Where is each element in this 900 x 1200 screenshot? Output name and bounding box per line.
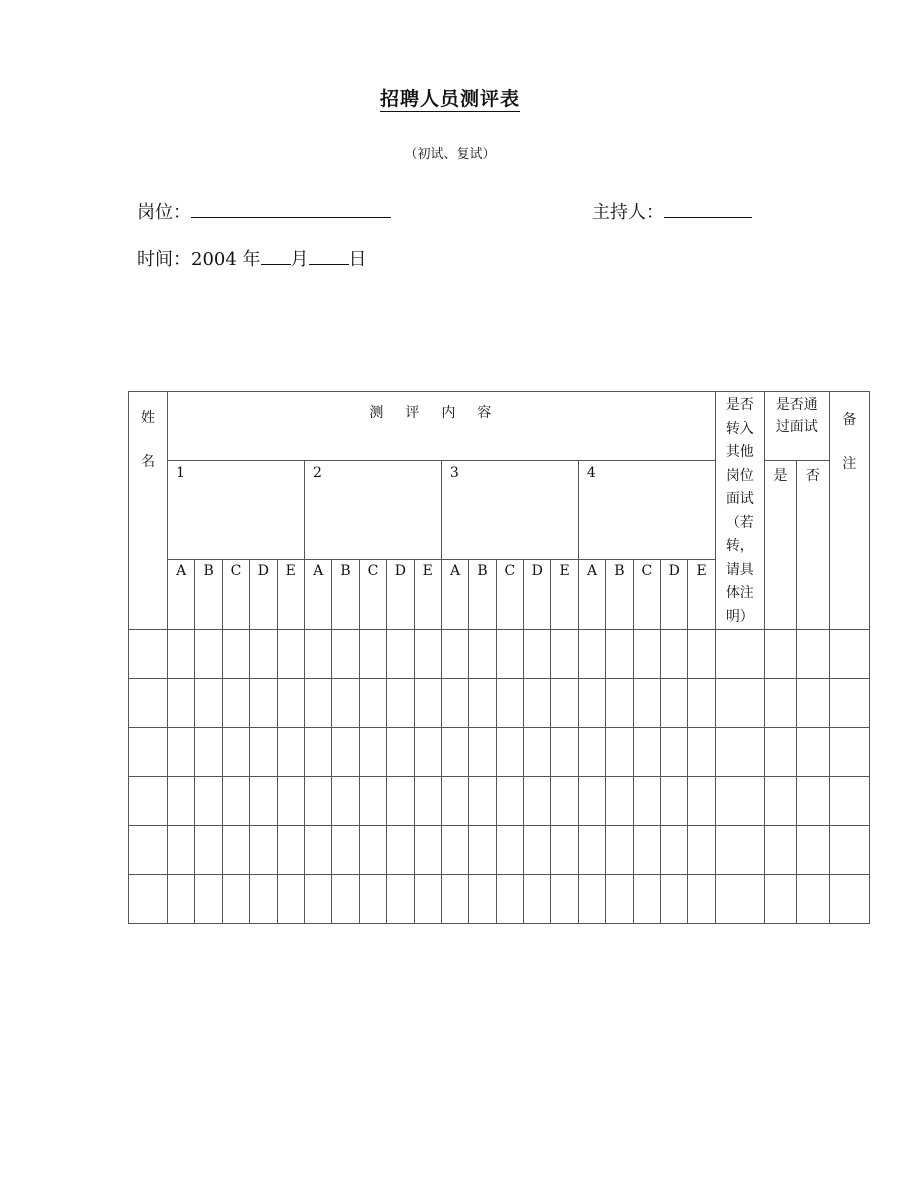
criterion-4-E: E [688,560,715,630]
table-cell[interactable] [277,728,304,777]
table-cell[interactable] [829,875,869,924]
host-field [592,198,752,224]
criterion-4-C: C [633,560,660,630]
table-cell[interactable] [496,630,523,679]
table-cell[interactable] [524,777,551,826]
table-cell[interactable] [277,875,304,924]
table-cell[interactable] [195,630,222,679]
table-cell[interactable] [195,826,222,875]
post-field [137,198,391,224]
criterion-2-D: D [387,560,414,630]
table-cell[interactable] [829,679,869,728]
criterion-4-B: B [606,560,633,630]
table-cell[interactable] [578,630,605,679]
table-cell[interactable] [524,875,551,924]
month-label: 月 [290,249,309,270]
table-cell[interactable] [633,826,660,875]
table-cell[interactable] [250,728,277,777]
table-cell[interactable] [688,679,715,728]
table-cell[interactable] [469,875,496,924]
table-row [129,679,870,728]
table-cell[interactable] [551,875,578,924]
table-cell[interactable] [387,875,414,924]
pass-yes-header: 是 [764,461,796,630]
table-cell[interactable] [168,777,195,826]
table-cell[interactable] [359,875,386,924]
table-cell[interactable] [524,728,551,777]
criterion-1-B: B [195,560,222,630]
table-cell[interactable] [524,826,551,875]
post-blank[interactable] [191,199,391,218]
table-cell[interactable] [332,826,359,875]
table-cell[interactable] [469,826,496,875]
table-cell[interactable] [250,875,277,924]
table-cell[interactable] [359,777,386,826]
table-cell[interactable] [715,630,764,679]
table-cell[interactable] [551,630,578,679]
criterion-2-A: A [304,560,331,630]
content-header: 测评内容 [168,392,716,461]
table-cell[interactable] [129,679,168,728]
table-cell[interactable] [222,777,249,826]
table-cell[interactable] [633,679,660,728]
table-cell[interactable] [414,679,441,728]
table-cell[interactable] [606,679,633,728]
pass-header: 是否通 过面试 [764,392,829,461]
host-label: 主持人： [592,202,664,223]
table-row [129,826,870,875]
table-cell[interactable] [441,728,468,777]
table-cell[interactable] [168,630,195,679]
host-blank[interactable] [664,199,752,218]
table-cell[interactable] [304,875,331,924]
table-cell[interactable] [633,777,660,826]
table-cell[interactable] [688,728,715,777]
time-field [137,245,367,271]
table-cell[interactable] [796,630,829,679]
table-cell[interactable] [332,777,359,826]
table-cell[interactable] [796,875,829,924]
criterion-4-A: A [578,560,605,630]
table-cell[interactable] [829,728,869,777]
table-cell[interactable] [606,777,633,826]
table-cell[interactable] [250,679,277,728]
form-subtitle: （初试、复试） [404,147,496,162]
table-cell[interactable] [250,826,277,875]
table-cell[interactable] [551,777,578,826]
group-header-4: 4 [578,461,715,560]
table-cell[interactable] [688,875,715,924]
table-cell[interactable] [829,826,869,875]
table-cell[interactable] [496,777,523,826]
table-cell[interactable] [606,728,633,777]
table-cell[interactable] [496,679,523,728]
table-cell[interactable] [764,679,796,728]
table-cell[interactable] [414,728,441,777]
table-cell[interactable] [688,630,715,679]
table-cell[interactable] [796,679,829,728]
criterion-3-B: B [469,560,496,630]
month-blank[interactable] [261,246,291,265]
table-cell[interactable] [195,875,222,924]
criterion-3-E: E [551,560,578,630]
table-cell[interactable] [715,875,764,924]
table-cell[interactable] [222,630,249,679]
table-cell[interactable] [661,728,688,777]
table-cell[interactable] [829,777,869,826]
table-cell[interactable] [359,728,386,777]
table-cell[interactable] [496,826,523,875]
criterion-1-C: C [222,560,249,630]
table-cell[interactable] [387,826,414,875]
table-cell[interactable] [332,728,359,777]
criterion-2-C: C [359,560,386,630]
table-cell[interactable] [764,777,796,826]
name-header: 姓 名 [129,392,168,630]
table-cell[interactable] [715,826,764,875]
group-header-3: 3 [441,461,578,560]
table-cell[interactable] [551,826,578,875]
table-cell[interactable] [633,875,660,924]
table-cell[interactable] [304,630,331,679]
table-cell[interactable] [250,777,277,826]
table-cell[interactable] [195,679,222,728]
table-cell[interactable] [661,679,688,728]
criterion-1-E: E [277,560,304,630]
criterion-2-E: E [414,560,441,630]
table-cell[interactable] [304,826,331,875]
table-cell[interactable] [359,826,386,875]
table-cell[interactable] [222,875,249,924]
criterion-3-C: C [496,560,523,630]
table-cell[interactable] [129,875,168,924]
table-cell[interactable] [441,777,468,826]
table-cell[interactable] [222,728,249,777]
table-cell[interactable] [168,875,195,924]
table-cell[interactable] [829,630,869,679]
table-cell[interactable] [195,777,222,826]
table-cell[interactable] [168,826,195,875]
table-cell[interactable] [250,630,277,679]
post-label: 岗位： [137,202,191,223]
table-cell[interactable] [688,777,715,826]
table-row [129,728,870,777]
table-cell[interactable] [524,679,551,728]
pass-no-header: 否 [796,461,829,630]
table-cell[interactable] [195,728,222,777]
table-cell[interactable] [277,826,304,875]
form-title: 招聘人员测评表 [379,88,520,110]
table-cell[interactable] [387,630,414,679]
table-cell[interactable] [469,728,496,777]
table-cell[interactable] [441,679,468,728]
table-cell[interactable] [168,728,195,777]
table-cell[interactable] [524,630,551,679]
table-cell[interactable] [764,875,796,924]
table-cell[interactable] [414,777,441,826]
table-cell[interactable] [578,728,605,777]
table-cell[interactable] [661,826,688,875]
table-cell[interactable] [578,679,605,728]
table-cell[interactable] [715,728,764,777]
table-cell[interactable] [277,630,304,679]
table-cell[interactable] [764,826,796,875]
table-cell[interactable] [441,630,468,679]
table-cell[interactable] [387,728,414,777]
table-row [129,777,870,826]
table-cell[interactable] [633,728,660,777]
table-row [129,630,870,679]
table-cell[interactable] [129,777,168,826]
table-cell[interactable] [496,728,523,777]
table-cell[interactable] [168,679,195,728]
table-cell[interactable] [633,630,660,679]
table-cell[interactable] [551,728,578,777]
table-cell[interactable] [578,875,605,924]
group-header-1: 1 [168,461,305,560]
table-cell[interactable] [469,679,496,728]
table-cell[interactable] [304,777,331,826]
table-cell[interactable] [606,875,633,924]
table-cell[interactable] [764,630,796,679]
table-cell[interactable] [606,826,633,875]
note-header: 备 注 [829,392,869,630]
group-header-2: 2 [304,461,441,560]
table-cell[interactable] [304,679,331,728]
table-cell[interactable] [441,875,468,924]
table-cell[interactable] [129,826,168,875]
table-cell[interactable] [387,679,414,728]
table-cell[interactable] [387,777,414,826]
criterion-1-A: A [168,560,195,630]
criterion-4-D: D [661,560,688,630]
table-cell[interactable] [359,679,386,728]
table-cell[interactable] [469,630,496,679]
table-cell[interactable] [578,826,605,875]
table-cell[interactable] [469,777,496,826]
criterion-2-B: B [332,560,359,630]
criterion-3-D: D [524,560,551,630]
table-cell[interactable] [304,728,331,777]
evaluation-table [128,391,870,924]
table-cell[interactable] [551,679,578,728]
table-cell[interactable] [661,630,688,679]
table-cell[interactable] [441,826,468,875]
day-blank[interactable] [309,246,349,265]
table-cell[interactable] [414,875,441,924]
table-cell[interactable] [606,630,633,679]
table-cell[interactable] [222,826,249,875]
table-cell[interactable] [332,630,359,679]
table-cell[interactable] [715,679,764,728]
table-cell[interactable] [661,875,688,924]
criterion-3-A: A [441,560,468,630]
table-cell[interactable] [578,777,605,826]
table-row [129,875,870,924]
table-cell[interactable] [359,630,386,679]
table-cell[interactable] [277,679,304,728]
table-cell[interactable] [414,826,441,875]
table-cell[interactable] [661,777,688,826]
table-cell[interactable] [715,777,764,826]
table-cell[interactable] [332,875,359,924]
table-cell[interactable] [688,826,715,875]
transfer-header: 是否 转入 其他 岗位 面试 （若 转， 请具 体注 明） [715,392,764,630]
table-cell[interactable] [277,777,304,826]
table-cell[interactable] [796,826,829,875]
table-cell[interactable] [796,777,829,826]
table-cell[interactable] [332,679,359,728]
table-cell[interactable] [496,875,523,924]
table-cell[interactable] [129,728,168,777]
criterion-1-D: D [250,560,277,630]
table-cell[interactable] [129,630,168,679]
table-cell[interactable] [796,728,829,777]
table-cell[interactable] [764,728,796,777]
time-prefix: 时间：2004 年 [137,249,261,270]
table-cell[interactable] [222,679,249,728]
day-label: 日 [348,249,367,270]
table-cell[interactable] [414,630,441,679]
